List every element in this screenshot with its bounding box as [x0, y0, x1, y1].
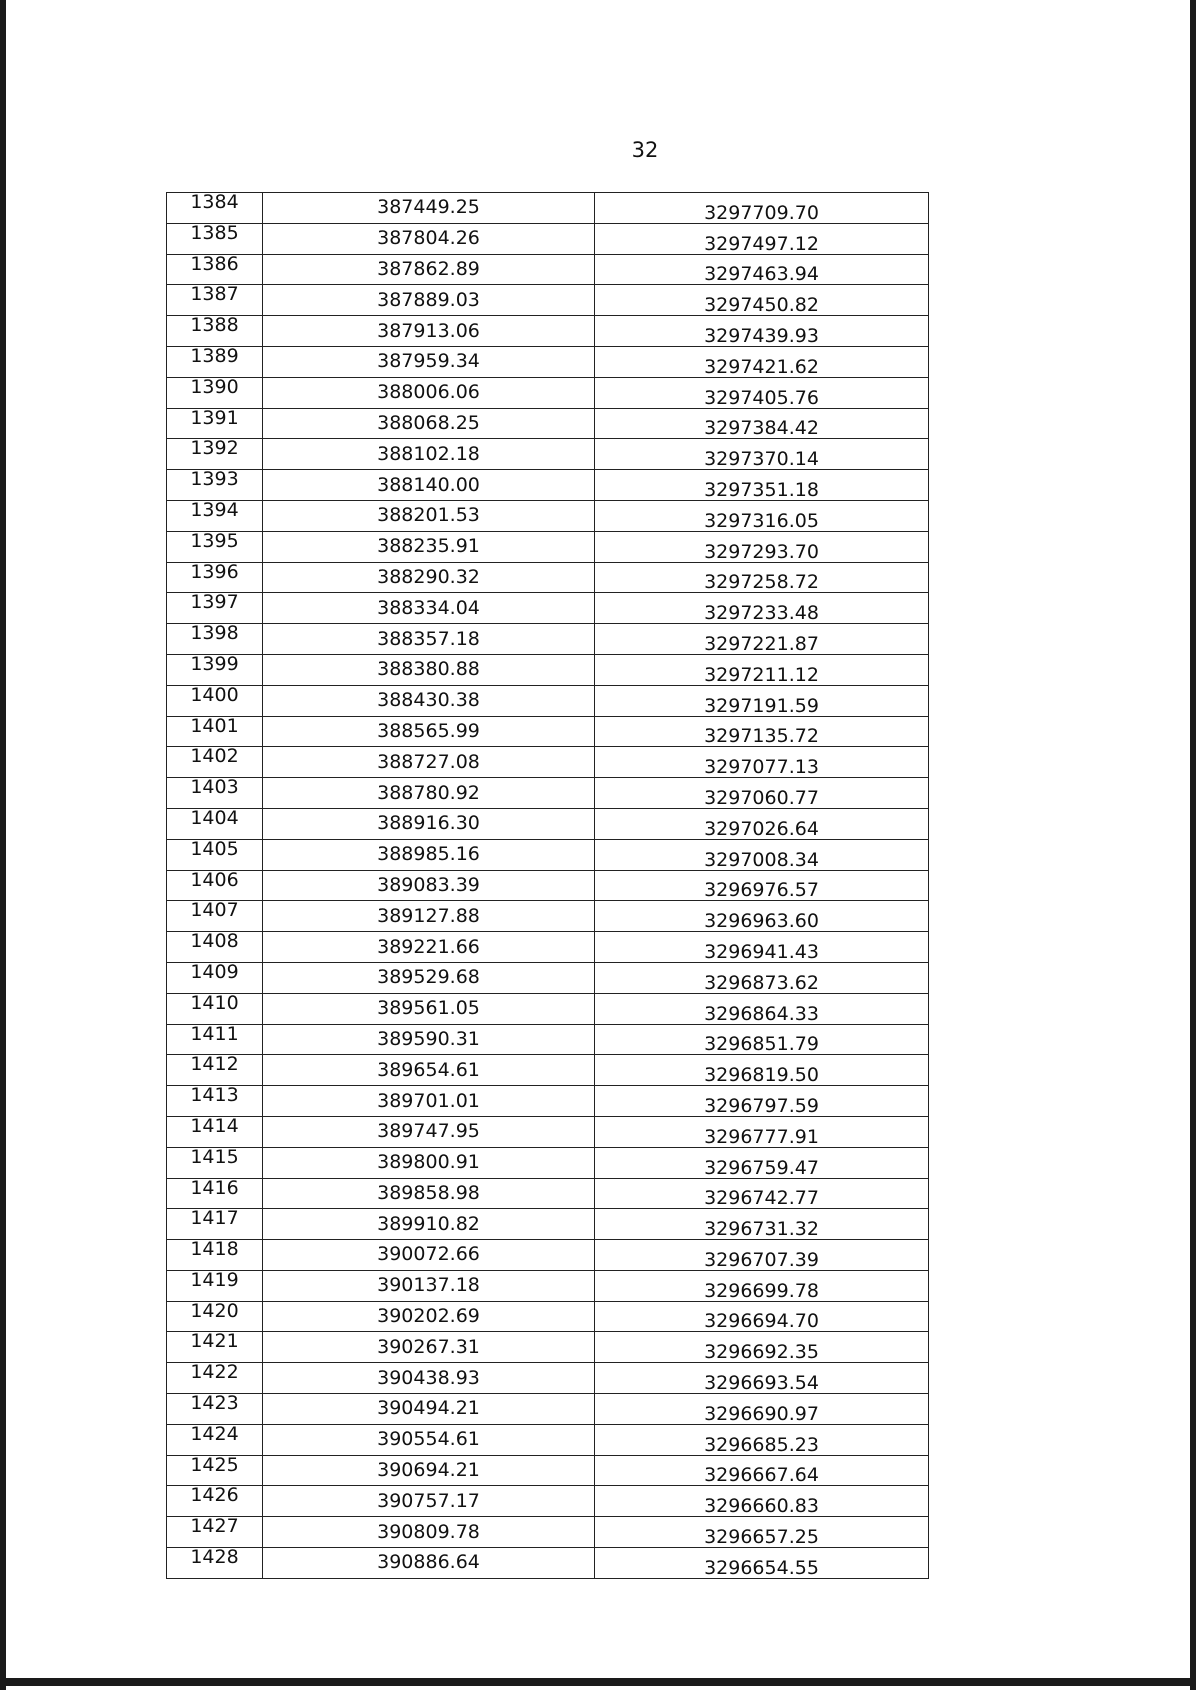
- table-row: [167, 531, 929, 562]
- point-id-cell: 1406: [167, 870, 263, 901]
- x-coordinate-cell: 390267.31: [263, 1332, 595, 1363]
- point-id-cell: 1404: [167, 808, 263, 839]
- point-id-cell: 1420: [167, 1301, 263, 1332]
- x-coordinate-cell: 388430.38: [263, 685, 595, 716]
- table-row: [167, 223, 929, 254]
- x-coordinate-cell: 388357.18: [263, 624, 595, 655]
- point-id-cell: 1407: [167, 901, 263, 932]
- point-id-cell: 1399: [167, 654, 263, 685]
- table-row: [167, 1455, 929, 1486]
- y-coordinate-cell: 3297450.82: [595, 285, 929, 316]
- y-coordinate-cell: 3297293.70: [595, 531, 929, 562]
- y-coordinate-cell: 3296693.54: [595, 1363, 929, 1394]
- x-coordinate-cell: 389529.68: [263, 962, 595, 993]
- x-coordinate-cell: 390072.66: [263, 1240, 595, 1271]
- y-coordinate-cell: 3296976.57: [595, 870, 929, 901]
- table-row: [167, 193, 929, 224]
- x-coordinate-cell: 390494.21: [263, 1394, 595, 1425]
- y-coordinate-cell: 3296963.60: [595, 901, 929, 932]
- table-row: [167, 654, 929, 685]
- y-coordinate-cell: 3296690.97: [595, 1394, 929, 1425]
- page-border-right: [1190, 0, 1196, 1690]
- point-id-cell: 1410: [167, 993, 263, 1024]
- x-coordinate-cell: 388985.16: [263, 839, 595, 870]
- y-coordinate-cell: 3296797.59: [595, 1086, 929, 1117]
- x-coordinate-cell: 390809.78: [263, 1517, 595, 1548]
- x-coordinate-cell: 389221.66: [263, 932, 595, 963]
- x-coordinate-cell: 387889.03: [263, 285, 595, 316]
- y-coordinate-cell: 3296654.55: [595, 1548, 929, 1579]
- point-id-cell: 1411: [167, 1024, 263, 1055]
- table-row: [167, 993, 929, 1024]
- y-coordinate-cell: 3297026.64: [595, 808, 929, 839]
- x-coordinate-cell: 388201.53: [263, 500, 595, 531]
- point-id-cell: 1414: [167, 1116, 263, 1147]
- point-id-cell: 1418: [167, 1240, 263, 1271]
- point-id-cell: 1401: [167, 716, 263, 747]
- x-coordinate-cell: 388006.06: [263, 377, 595, 408]
- y-coordinate-cell: 3297384.42: [595, 408, 929, 439]
- y-coordinate-cell: 3296699.78: [595, 1270, 929, 1301]
- table-row: [167, 1332, 929, 1363]
- x-coordinate-cell: 390202.69: [263, 1301, 595, 1332]
- point-id-cell: 1408: [167, 932, 263, 963]
- x-coordinate-cell: 389800.91: [263, 1147, 595, 1178]
- x-coordinate-cell: 387449.25: [263, 193, 595, 224]
- point-id-cell: 1409: [167, 962, 263, 993]
- table-row: [167, 1517, 929, 1548]
- point-id-cell: 1426: [167, 1486, 263, 1517]
- x-coordinate-cell: 388380.88: [263, 654, 595, 685]
- point-id-cell: 1428: [167, 1548, 263, 1579]
- point-id-cell: 1423: [167, 1394, 263, 1425]
- table-row: [167, 624, 929, 655]
- y-coordinate-cell: 3297370.14: [595, 439, 929, 470]
- table-row: [167, 1178, 929, 1209]
- y-coordinate-cell: 3297191.59: [595, 685, 929, 716]
- table-row: [167, 716, 929, 747]
- point-id-cell: 1396: [167, 562, 263, 593]
- point-id-cell: 1421: [167, 1332, 263, 1363]
- table-row: [167, 962, 929, 993]
- page-border-bottom: [0, 1678, 1196, 1686]
- y-coordinate-cell: 3297405.76: [595, 377, 929, 408]
- x-coordinate-cell: 390694.21: [263, 1455, 595, 1486]
- y-coordinate-cell: 3297497.12: [595, 223, 929, 254]
- x-coordinate-cell: 388235.91: [263, 531, 595, 562]
- table-row: [167, 470, 929, 501]
- y-coordinate-cell: 3296657.25: [595, 1517, 929, 1548]
- x-coordinate-cell: 389083.39: [263, 870, 595, 901]
- table-row: [167, 901, 929, 932]
- point-id-cell: 1397: [167, 593, 263, 624]
- x-coordinate-cell: 388334.04: [263, 593, 595, 624]
- y-coordinate-cell: 3296777.91: [595, 1116, 929, 1147]
- point-id-cell: 1419: [167, 1270, 263, 1301]
- table-row: [167, 1548, 929, 1579]
- point-id-cell: 1389: [167, 346, 263, 377]
- table-row: [167, 1240, 929, 1271]
- y-coordinate-cell: 3296731.32: [595, 1209, 929, 1240]
- point-id-cell: 1416: [167, 1178, 263, 1209]
- table-row: [167, 285, 929, 316]
- point-id-cell: 1425: [167, 1455, 263, 1486]
- x-coordinate-cell: 388916.30: [263, 808, 595, 839]
- y-coordinate-cell: 3296759.47: [595, 1147, 929, 1178]
- table-row: [167, 439, 929, 470]
- x-coordinate-cell: 387959.34: [263, 346, 595, 377]
- y-coordinate-cell: 3297463.94: [595, 254, 929, 285]
- y-coordinate-cell: 3296941.43: [595, 932, 929, 963]
- x-coordinate-cell: 389654.61: [263, 1055, 595, 1086]
- x-coordinate-cell: 388290.32: [263, 562, 595, 593]
- y-coordinate-cell: 3296819.50: [595, 1055, 929, 1086]
- coordinate-table-body: [167, 193, 929, 1579]
- y-coordinate-cell: 3297233.48: [595, 593, 929, 624]
- x-coordinate-cell: 388068.25: [263, 408, 595, 439]
- y-coordinate-cell: 3296742.77: [595, 1178, 929, 1209]
- table-row: [167, 1301, 929, 1332]
- x-coordinate-cell: 388102.18: [263, 439, 595, 470]
- point-id-cell: 1403: [167, 778, 263, 809]
- point-id-cell: 1388: [167, 316, 263, 347]
- y-coordinate-cell: 3296707.39: [595, 1240, 929, 1271]
- table-row: [167, 778, 929, 809]
- table-row: [167, 839, 929, 870]
- y-coordinate-cell: 3296667.64: [595, 1455, 929, 1486]
- y-coordinate-cell: 3297351.18: [595, 470, 929, 501]
- point-id-cell: 1386: [167, 254, 263, 285]
- table-row: [167, 1209, 929, 1240]
- table-row: [167, 1394, 929, 1425]
- y-coordinate-cell: 3296692.35: [595, 1332, 929, 1363]
- point-id-cell: 1391: [167, 408, 263, 439]
- y-coordinate-cell: 3297709.70: [595, 193, 929, 224]
- x-coordinate-cell: 389858.98: [263, 1178, 595, 1209]
- point-id-cell: 1415: [167, 1147, 263, 1178]
- table-row: [167, 254, 929, 285]
- page-number: 32: [631, 138, 659, 162]
- point-id-cell: 1427: [167, 1517, 263, 1548]
- table-row: [167, 1024, 929, 1055]
- table-row: [167, 316, 929, 347]
- point-id-cell: 1422: [167, 1363, 263, 1394]
- y-coordinate-cell: 3296873.62: [595, 962, 929, 993]
- table-row: [167, 932, 929, 963]
- x-coordinate-cell: 389701.01: [263, 1086, 595, 1117]
- x-coordinate-cell: 390757.17: [263, 1486, 595, 1517]
- table-row: [167, 1086, 929, 1117]
- y-coordinate-cell: 3297135.72: [595, 716, 929, 747]
- point-id-cell: 1384: [167, 193, 263, 224]
- point-id-cell: 1395: [167, 531, 263, 562]
- point-id-cell: 1398: [167, 624, 263, 655]
- y-coordinate-cell: 3297008.34: [595, 839, 929, 870]
- table-row: [167, 562, 929, 593]
- point-id-cell: 1385: [167, 223, 263, 254]
- y-coordinate-cell: 3297258.72: [595, 562, 929, 593]
- y-coordinate-cell: 3297077.13: [595, 747, 929, 778]
- x-coordinate-cell: 387913.06: [263, 316, 595, 347]
- x-coordinate-cell: 388140.00: [263, 470, 595, 501]
- table-row: [167, 1486, 929, 1517]
- point-id-cell: 1413: [167, 1086, 263, 1117]
- point-id-cell: 1392: [167, 439, 263, 470]
- x-coordinate-cell: 389561.05: [263, 993, 595, 1024]
- point-id-cell: 1387: [167, 285, 263, 316]
- x-coordinate-cell: 390554.61: [263, 1424, 595, 1455]
- table-row: [167, 593, 929, 624]
- point-id-cell: 1402: [167, 747, 263, 778]
- table-row: [167, 870, 929, 901]
- x-coordinate-cell: 389747.95: [263, 1116, 595, 1147]
- point-id-cell: 1412: [167, 1055, 263, 1086]
- y-coordinate-cell: 3296851.79: [595, 1024, 929, 1055]
- y-coordinate-cell: 3297221.87: [595, 624, 929, 655]
- table-row: [167, 685, 929, 716]
- x-coordinate-cell: 390886.64: [263, 1548, 595, 1579]
- table-row: [167, 1270, 929, 1301]
- y-coordinate-cell: 3297060.77: [595, 778, 929, 809]
- x-coordinate-cell: 387804.26: [263, 223, 595, 254]
- table-row: [167, 500, 929, 531]
- point-id-cell: 1394: [167, 500, 263, 531]
- y-coordinate-cell: 3297439.93: [595, 316, 929, 347]
- x-coordinate-cell: 388780.92: [263, 778, 595, 809]
- table-row: [167, 747, 929, 778]
- x-coordinate-cell: 390438.93: [263, 1363, 595, 1394]
- x-coordinate-cell: 387862.89: [263, 254, 595, 285]
- coordinate-table: [166, 192, 929, 1579]
- table-row: [167, 346, 929, 377]
- x-coordinate-cell: 390137.18: [263, 1270, 595, 1301]
- x-coordinate-cell: 389590.31: [263, 1024, 595, 1055]
- y-coordinate-cell: 3296660.83: [595, 1486, 929, 1517]
- y-coordinate-cell: 3296694.70: [595, 1301, 929, 1332]
- x-coordinate-cell: 389910.82: [263, 1209, 595, 1240]
- point-id-cell: 1390: [167, 377, 263, 408]
- point-id-cell: 1393: [167, 470, 263, 501]
- table-row: [167, 1424, 929, 1455]
- y-coordinate-cell: 3297421.62: [595, 346, 929, 377]
- table-row: [167, 1363, 929, 1394]
- y-coordinate-cell: 3296685.23: [595, 1424, 929, 1455]
- y-coordinate-cell: 3296864.33: [595, 993, 929, 1024]
- table-row: [167, 1116, 929, 1147]
- y-coordinate-cell: 3297316.05: [595, 500, 929, 531]
- table-row: [167, 1147, 929, 1178]
- point-id-cell: 1424: [167, 1424, 263, 1455]
- page-border-left: [0, 0, 6, 1690]
- table-row: [167, 1055, 929, 1086]
- y-coordinate-cell: 3297211.12: [595, 654, 929, 685]
- point-id-cell: 1400: [167, 685, 263, 716]
- point-id-cell: 1417: [167, 1209, 263, 1240]
- table-row: [167, 377, 929, 408]
- table-row: [167, 808, 929, 839]
- point-id-cell: 1405: [167, 839, 263, 870]
- x-coordinate-cell: 388565.99: [263, 716, 595, 747]
- x-coordinate-cell: 389127.88: [263, 901, 595, 932]
- table-row: [167, 408, 929, 439]
- x-coordinate-cell: 388727.08: [263, 747, 595, 778]
